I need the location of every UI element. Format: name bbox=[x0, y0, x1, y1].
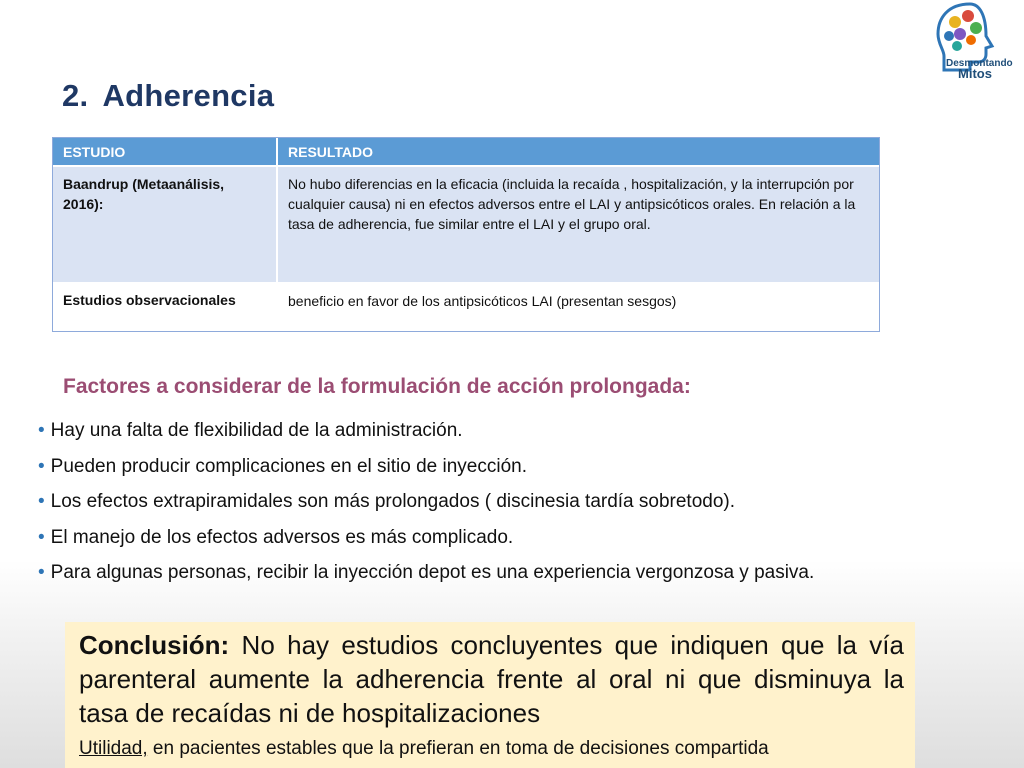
bullet-icon: • bbox=[38, 420, 45, 441]
conclusion-text bbox=[79, 628, 904, 730]
list-item bbox=[38, 489, 814, 525]
header-estudio: ESTUDIO bbox=[53, 138, 277, 166]
table-row bbox=[53, 283, 879, 338]
table-row bbox=[53, 166, 879, 283]
list-item bbox=[38, 418, 814, 454]
list-item bbox=[38, 454, 814, 490]
list-item-text: Hay una falta de flexibilidad de la administración. bbox=[50, 420, 463, 441]
logo-line-2: Mitos bbox=[958, 66, 992, 81]
page-title bbox=[62, 78, 274, 114]
list-item-text: Para algunas personas, recibir la inyección depot es una experiencia vergonzosa y pasiva. bbox=[50, 562, 815, 584]
result-cell: beneficio en favor de los antipsicóticos LAI (presentan sesgos) bbox=[277, 283, 879, 338]
utility-label: Utilidad, bbox=[79, 738, 148, 759]
bullet-icon: • bbox=[38, 491, 45, 513]
result-cell: No hubo diferencias en la eficacia (incluida la recaída , hospitalización, y la interrupción por cualquier causa) ni en efectos adversos entre el LAI y antipsicóticos orales. En relación a la tasa de adherencia, fue similar entre el LAI y el grupo oral. bbox=[277, 166, 879, 283]
conclusion-box bbox=[65, 622, 915, 768]
utility-text: en pacientes estables que la prefieran en toma de decisiones compartida bbox=[147, 738, 769, 759]
title-text: Adherencia bbox=[102, 78, 275, 113]
bullet-icon: • bbox=[38, 562, 45, 584]
factors-heading: Factores a considerar de la formulación de acción prolongada: bbox=[63, 375, 691, 398]
bullet-icon: • bbox=[38, 526, 45, 548]
conclusion-label: Conclusión: bbox=[79, 630, 230, 660]
list-item-text: Los efectos extrapiramidales son más prolongados ( discinesia tardía sobretodo). bbox=[50, 491, 736, 513]
study-cell: Estudios observacionales bbox=[53, 283, 277, 338]
logo-line-1: Desmontando bbox=[946, 58, 1013, 69]
title-number: 2. bbox=[62, 78, 89, 113]
list-item-text: El manejo de los efectos adversos es más complicado. bbox=[50, 526, 514, 548]
list-item bbox=[38, 560, 814, 596]
study-cell: Baandrup (Metaanálisis, 2016): bbox=[53, 166, 277, 283]
list-item-text: Pueden producir complicaciones en el sitio de inyección. bbox=[50, 455, 527, 477]
factors-list bbox=[38, 418, 814, 596]
conclusion-body: No hay estudios concluyentes que indiquen que la vía parenteral aumente la adherencia frente al oral ni que disminuya la tasa de recaídas ni de hospitalizaciones bbox=[79, 630, 904, 728]
table-header-row bbox=[53, 138, 879, 166]
bullet-icon: • bbox=[38, 455, 45, 477]
studies-table bbox=[53, 138, 879, 338]
header-resultado: RESULTADO bbox=[277, 138, 879, 166]
utility-line bbox=[79, 738, 904, 760]
list-item bbox=[38, 525, 814, 561]
